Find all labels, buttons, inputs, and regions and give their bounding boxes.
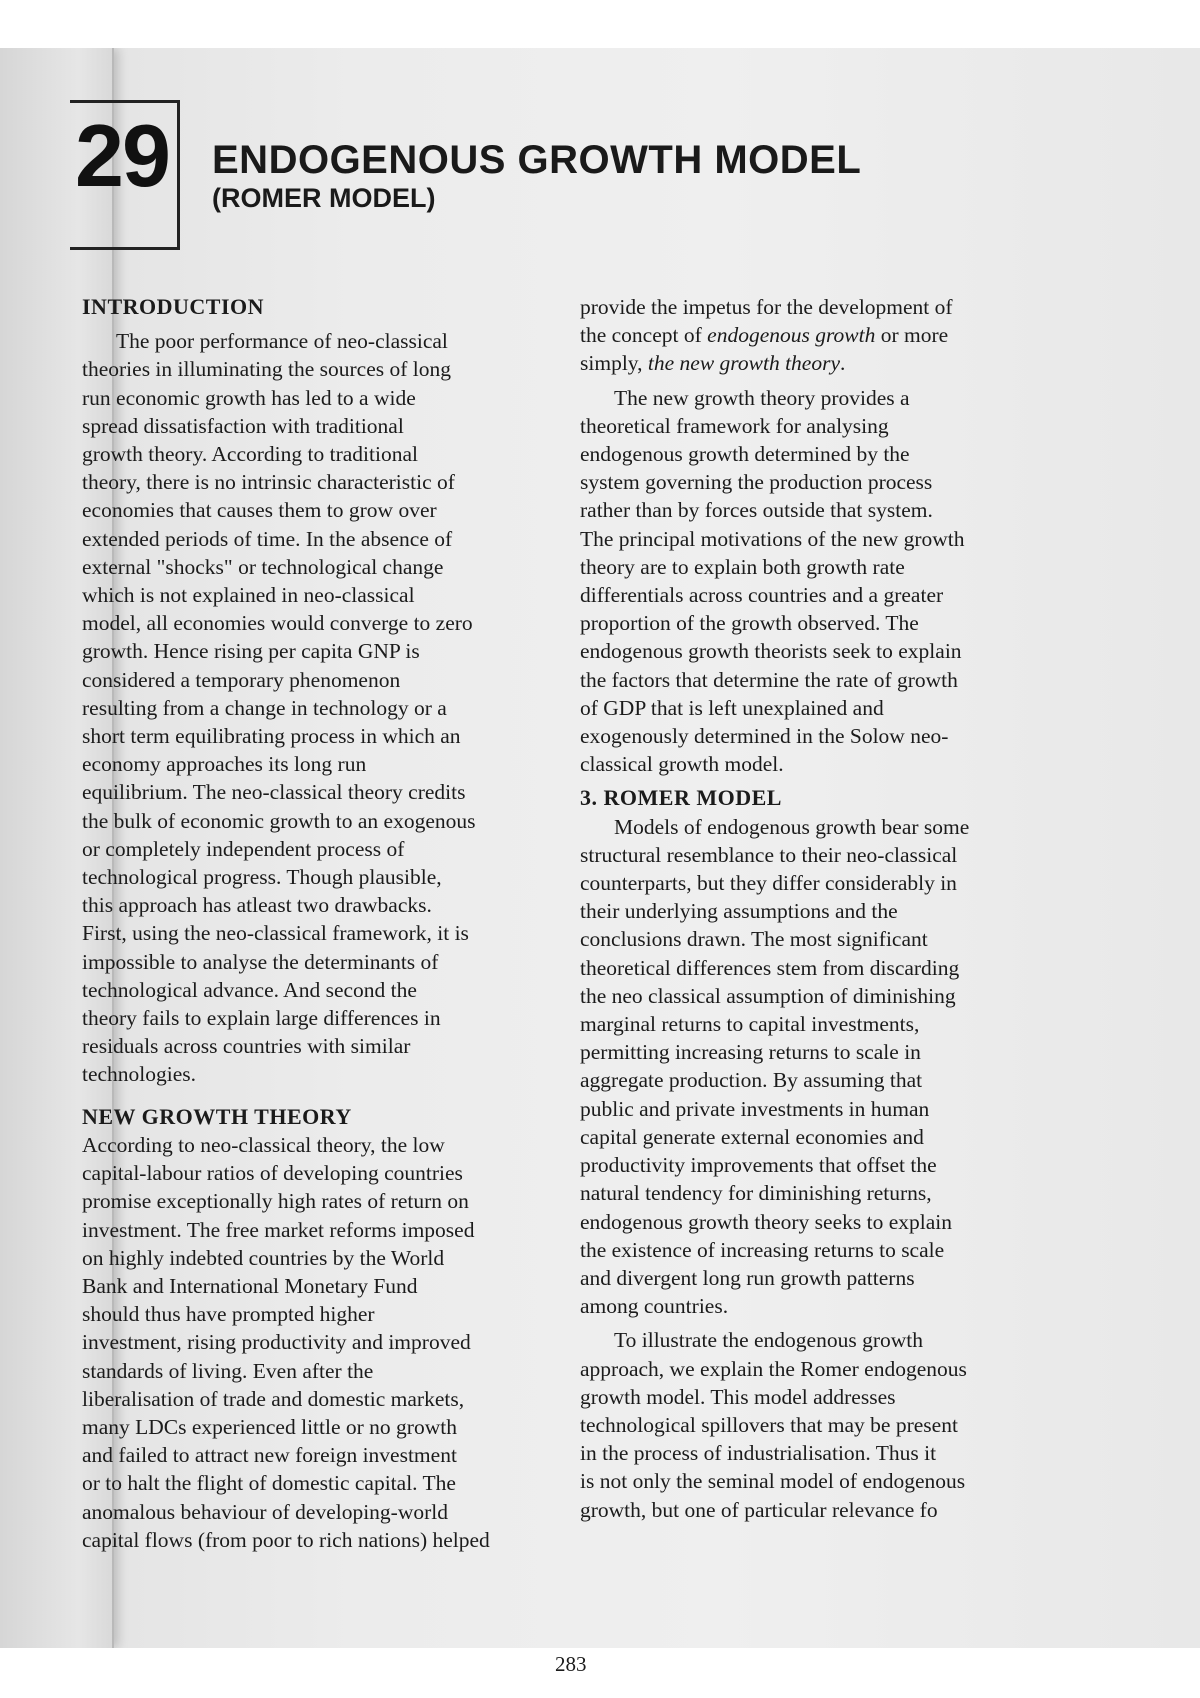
- text-line: investment. The free market reforms imposed: [82, 1217, 475, 1242]
- text-line: endogenous growth determined by the: [580, 442, 910, 467]
- text-line: counterparts, but they differ considerably in: [580, 871, 957, 896]
- chapter-title: ENDOGENOUS GROWTH MODEL: [212, 138, 862, 182]
- text-line: rather than by forces outside that system.: [580, 498, 933, 523]
- text-line: proportion of the growth observed. The: [580, 611, 919, 636]
- text-line: among countries.: [580, 1294, 729, 1319]
- text-line: this approach has atleast two drawbacks.: [82, 893, 432, 918]
- text-line: short term equilibrating process in which an: [82, 724, 461, 749]
- intro-continuation-paragraph: [580, 293, 1100, 378]
- text-line: exogenously determined in the Solow neo-: [580, 724, 949, 749]
- text-line: technologies.: [82, 1062, 197, 1087]
- text-line: run economic growth has led to a wide: [82, 385, 416, 410]
- text-line: aggregate production. By assuming that: [580, 1068, 923, 1093]
- text-line: The new growth theory provides a: [614, 385, 910, 410]
- text-line: theoretical framework for analysing: [580, 413, 889, 438]
- heading-romer-model: 3. ROMER MODEL: [580, 785, 782, 811]
- new-growth-paragraph: [82, 1131, 557, 1554]
- text-line: growth. Hence rising per capita GNP is: [82, 639, 420, 664]
- chapter-subtitle: (ROMER MODEL): [212, 183, 436, 213]
- text-line: productivity improvements that offset the: [580, 1153, 937, 1178]
- right-column: [580, 293, 1100, 1524]
- heading-introduction: INTRODUCTION: [82, 294, 265, 319]
- text-line: model, all economies would converge to zero: [82, 611, 473, 636]
- text-line: conclusions drawn. The most significant: [580, 927, 928, 952]
- text-line: investment, rising productivity and improved: [82, 1330, 471, 1355]
- text-line: Models of endogenous growth bear some: [614, 814, 970, 839]
- introduction-paragraph: [82, 327, 557, 1088]
- text-line: many LDCs experienced little or no growth: [82, 1414, 457, 1439]
- heading-new-growth-theory: NEW GROWTH THEORY: [82, 1103, 352, 1129]
- page-number: 283: [555, 1652, 587, 1676]
- new-growth-theory-paragraph: [580, 384, 1100, 779]
- text-line: the factors that determine the rate of growth: [580, 667, 958, 692]
- text-line: provide the impetus for the development of: [580, 295, 953, 319]
- left-column: [82, 293, 557, 1554]
- text-line: or to halt the flight of domestic capital. The: [82, 1471, 456, 1496]
- text-line: economy approaches its long run: [82, 752, 367, 777]
- text-line: technological spillovers that may be present: [580, 1412, 958, 1437]
- text-line: theories in illuminating the sources of long: [82, 357, 452, 382]
- text-line: the existence of increasing returns to scale: [580, 1237, 945, 1262]
- text-line: should thus have prompted higher: [82, 1302, 375, 1327]
- text-line: natural tendency for diminishing returns,: [580, 1181, 932, 1206]
- text-line: growth model. This model addresses: [580, 1384, 896, 1409]
- text-line: their underlying assumptions and the: [580, 899, 898, 924]
- text-line: capital-labour ratios of developing countries: [82, 1161, 463, 1186]
- text-line: Bank and International Monetary Fund: [82, 1273, 418, 1298]
- text-line: considered a temporary phenomenon: [82, 667, 401, 692]
- text-line: marginal returns to capital investments,: [580, 1012, 920, 1037]
- text-line: endogenous growth theory seeks to explain: [580, 1209, 952, 1234]
- romer-paragraph: [580, 813, 1100, 1321]
- text-line: simply, the new growth theory.: [580, 351, 846, 376]
- text-line: impossible to analyse the determinants of: [82, 949, 439, 974]
- text-line: technological progress. Though plausible,: [82, 865, 442, 890]
- chapter-number: 29: [75, 106, 169, 205]
- text-line: First, using the neo-classical framework, it is: [82, 921, 469, 946]
- text-line: anomalous behaviour of developing-world: [82, 1499, 449, 1524]
- text-line: To illustrate the endogenous growth: [614, 1328, 923, 1353]
- text-line: which is not explained in neo-classical: [82, 583, 415, 608]
- text-line: spread dissatisfaction with traditional: [82, 413, 404, 438]
- text-line: capital generate external economies and: [580, 1124, 924, 1149]
- text-line: is not only the seminal model of endogenous: [580, 1469, 966, 1494]
- text-line: theory, there is no intrinsic characteristic of: [82, 470, 455, 495]
- text-line: promise exceptionally high rates of return on: [82, 1189, 469, 1214]
- text-line: of GDP that is left unexplained and: [580, 695, 884, 720]
- text-line: classical growth model.: [580, 752, 784, 777]
- text-line: the bulk of economic growth to an exogenous: [82, 808, 476, 833]
- text-line: or completely independent process of: [82, 836, 405, 861]
- text-line: equilibrium. The neo-classical theory credits: [82, 780, 466, 805]
- text-line: economies that causes them to grow over: [82, 498, 437, 523]
- text-line: extended periods of time. In the absence of: [82, 526, 453, 551]
- text-line: theory fails to explain large differences in: [82, 1006, 441, 1031]
- text-line: The poor performance of neo-classical: [116, 329, 448, 354]
- text-line: According to neo-classical theory, the low: [82, 1132, 445, 1157]
- text-line: system governing the production process: [580, 470, 933, 495]
- text-line: The principal motivations of the new growth: [580, 526, 965, 551]
- text-line: endogenous growth theorists seek to explain: [580, 639, 962, 664]
- text-line: theoretical differences stem from discarding: [580, 955, 960, 980]
- text-line: approach, we explain the Romer endogenous: [580, 1356, 967, 1381]
- text-line: liberalisation of trade and domestic markets,: [82, 1386, 465, 1411]
- text-line: residuals across countries with similar: [82, 1034, 411, 1059]
- text-line: the neo classical assumption of diminishing: [580, 983, 956, 1008]
- text-line: growth theory. According to traditional: [82, 442, 418, 467]
- text-line: differentials across countries and a greater: [580, 583, 944, 608]
- text-line: in the process of industrialisation. Thus it: [580, 1441, 937, 1466]
- text-line: permitting increasing returns to scale in: [580, 1040, 921, 1065]
- text-line: external "shocks" or technological change: [82, 554, 444, 579]
- text-line: and failed to attract new foreign investment: [82, 1443, 457, 1468]
- text-line: public and private investments in human: [580, 1096, 930, 1121]
- text-line: the concept of endogenous growth or more: [580, 323, 949, 348]
- text-line: standards of living. Even after the: [82, 1358, 374, 1383]
- text-line: structural resemblance to their neo-classical: [580, 842, 958, 867]
- text-line: capital flows (from poor to rich nations) helped: [82, 1527, 490, 1552]
- text-line: resulting from a change in technology or a: [82, 695, 447, 720]
- text-line: growth, but one of particular relevance fo: [580, 1497, 938, 1522]
- text-line: technological advance. And second the: [82, 977, 417, 1002]
- text-line: theory are to explain both growth rate: [580, 554, 905, 579]
- text-line: on highly indebted countries by the World: [82, 1245, 445, 1270]
- text-line: and divergent long run growth patterns: [580, 1265, 915, 1290]
- illustrate-paragraph: [580, 1326, 1100, 1523]
